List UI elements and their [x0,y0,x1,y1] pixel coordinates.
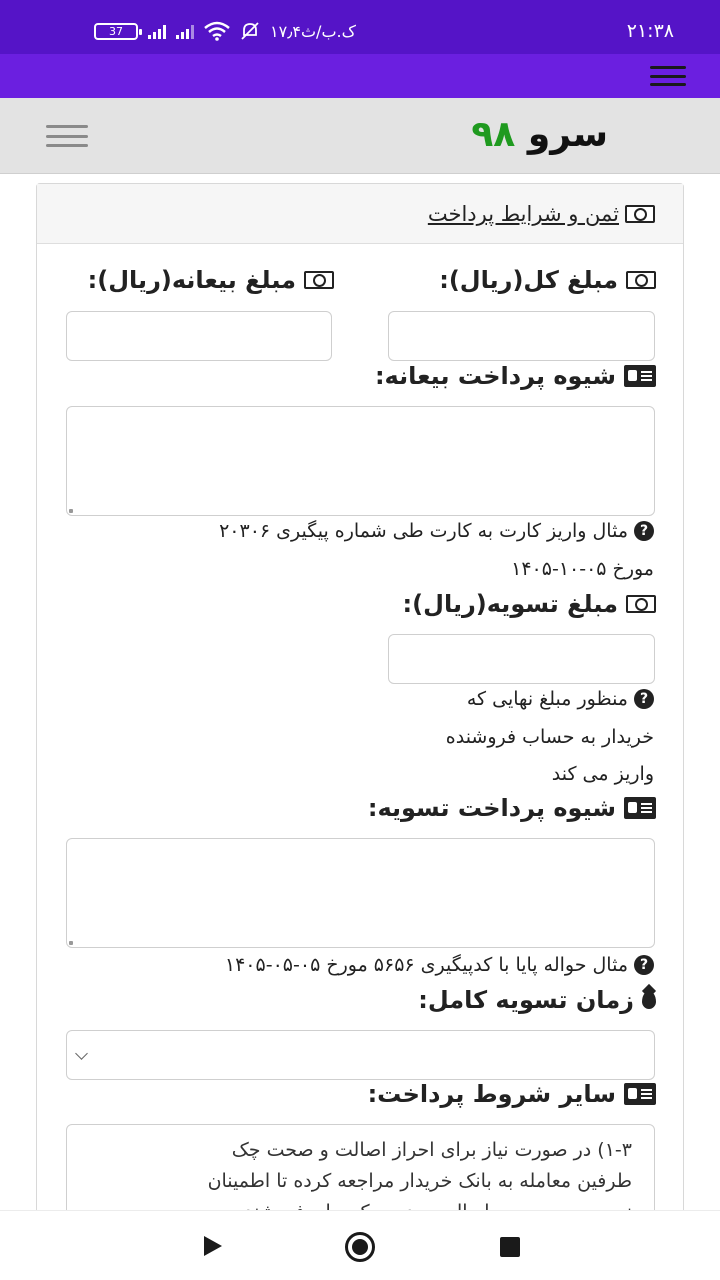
settlement-method-textarea[interactable] [66,838,655,948]
other-terms-label [368,1080,656,1108]
id-card-icon [624,1083,656,1105]
status-time: ۲۱:۳۸ [626,20,674,42]
total-amount-label [439,266,656,294]
settlement-help-line1: منظور مبلغ نهایی که [466,688,628,710]
full-settlement-time-label [418,986,656,1014]
resize-handle[interactable] [69,509,73,513]
menu-icon[interactable] [650,66,686,86]
deposit-amount-label [88,266,334,294]
settlement-method-help [225,954,654,976]
total-amount-label-text: مبلغ کل(ریال): [439,266,618,294]
top-toolbar [0,54,720,98]
signal-icon-2 [176,23,194,39]
settlement-method-label [368,794,656,822]
network-speed: ۱۷٫۴ک.ب/ث [270,21,356,41]
deposit-help [219,520,654,542]
deposit-method-textarea[interactable] [66,406,655,516]
logo[interactable] [471,114,608,155]
logo-word: سرو [527,114,608,155]
system-nav-bar [0,1210,720,1280]
section-title [428,202,655,226]
question-circle-icon: ? [634,521,654,541]
deposit-help-line1: مثال واریز کارت به کارت طی شماره پیگیری ۲۰۳۰۶ [219,520,628,542]
deposit-method-label-text: شیوه پرداخت بیعانه: [374,362,616,390]
recent-apps-icon[interactable] [500,1237,520,1257]
settlement-amount-input[interactable] [388,634,655,684]
id-card-icon [624,797,656,819]
status-bar [0,0,720,54]
money-bill-icon [626,595,656,613]
deposit-method-label [375,362,656,390]
chevron-down-icon [75,1047,88,1060]
full-settlement-time-label-text: زمان تسویه کامل: [418,986,634,1014]
deposit-help-line2: مورخ ۰۵-۱۰-۱۴۰۵ [511,558,654,580]
app-header [0,98,720,174]
home-icon[interactable] [345,1232,375,1262]
settlement-amount-label [403,590,656,618]
signal-icon [148,23,166,39]
logo-number: ۹۸ [471,114,516,155]
settlement-amount-label-text: مبلغ تسویه(ریال): [402,590,618,618]
mute-bell-icon [240,21,260,41]
wifi-icon [204,21,230,41]
card-header [37,184,683,244]
deposit-amount-input[interactable] [66,311,332,361]
other-terms-label-text: سایر شروط پرداخت: [367,1080,616,1108]
drop-icon [642,991,656,1009]
money-bill-icon [625,205,655,223]
deposit-amount-label-text: مبلغ بیعانه(ریال): [87,266,296,294]
settlement-help-line3: واریز می کند [551,763,654,785]
total-amount-input[interactable] [388,311,655,361]
section-title-text: ثمن و شرایط پرداخت [427,202,619,226]
money-bill-icon [304,271,334,289]
settlement-help-line2: خریدار به حساب فروشنده [445,726,654,748]
back-icon[interactable] [204,1236,222,1256]
status-icons [94,18,356,44]
question-circle-icon: ? [634,955,654,975]
money-bill-icon [626,271,656,289]
settlement-method-label-text: شیوه پرداخت تسویه: [367,794,616,822]
battery-icon: 37 [94,23,138,40]
nav-menu-icon[interactable] [46,125,88,147]
settlement-help [467,688,654,710]
resize-handle[interactable] [69,941,73,945]
other-terms-line1: ۱-۳) در صورت نیاز برای احراز اصالت و صحت چک [231,1139,632,1161]
question-circle-icon: ? [634,689,654,709]
other-terms-line2: طرفین معامله به بانک خریدار مراجعه کرده تا اطمینان [207,1170,632,1192]
settlement-method-help-text: مثال حواله پایا با کدپیگیری ۵۶۵۶ مورخ ۰۵-۰۵-۱۴۰۵ [224,954,628,976]
id-card-icon [624,365,656,387]
full-settlement-time-select[interactable] [66,1030,655,1080]
